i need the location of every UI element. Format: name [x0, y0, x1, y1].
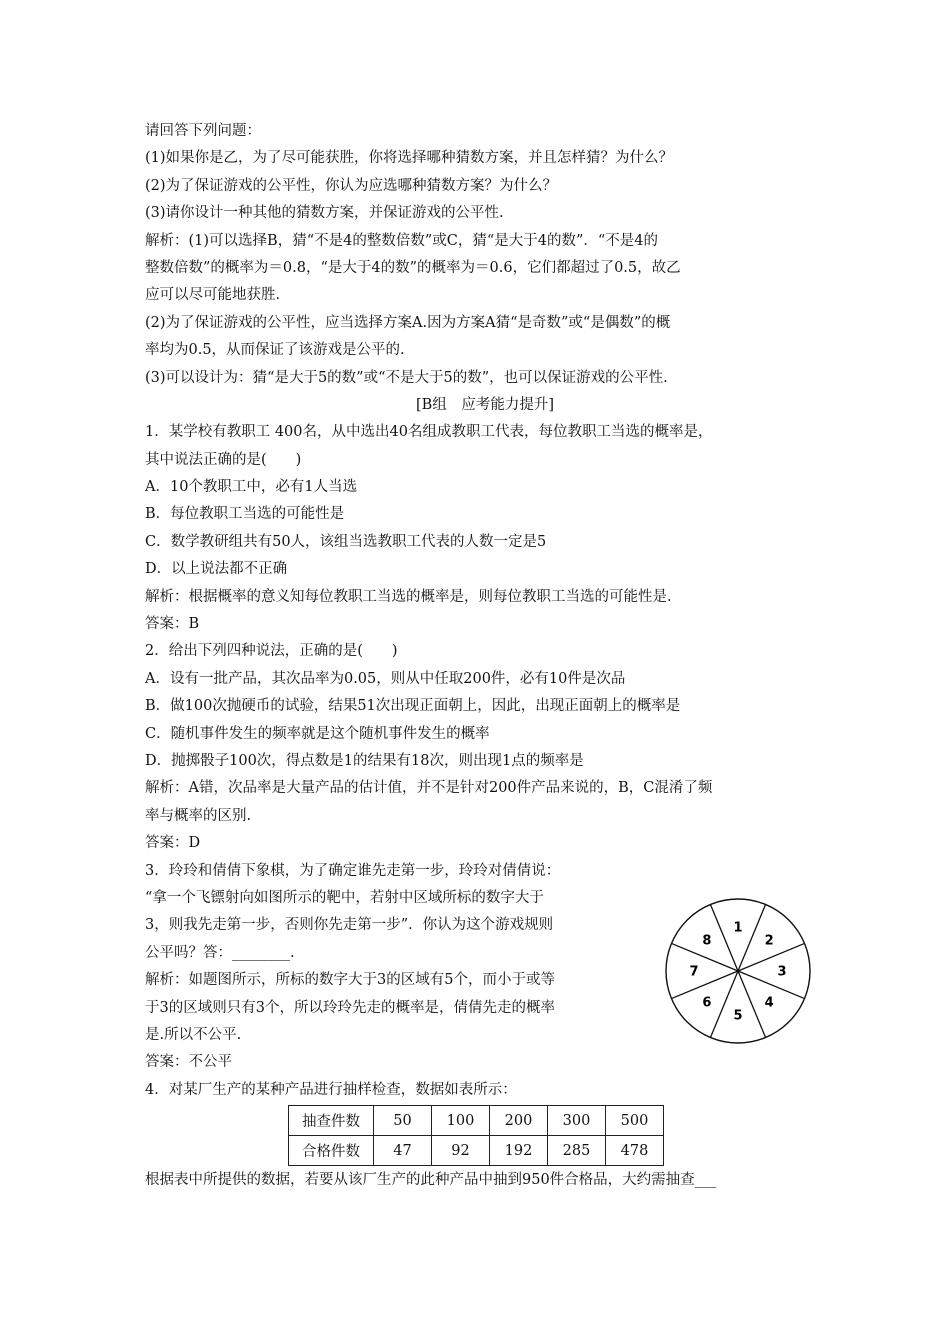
- dartboard-number: 7: [689, 964, 699, 980]
- row-header: 抽查件数: [289, 1106, 374, 1136]
- text-line-12: C．随机事件发生的频率就是这个随机事件发生的概率: [145, 725, 490, 742]
- q3-line-2: “拿一个飞镖射向如图所示的靶中，若射中区域所标的数字大于: [145, 889, 544, 906]
- text-line-14: 解析：A错，次品率是大量产品的估计值，并不是针对200件产品来说的，B，C混淆了频: [145, 780, 713, 797]
- question-4-prompt: 根据表中所提供的数据，若要从该厂生产的此种产品中抽到950件合格品，大约需抽查___: [145, 1172, 717, 1189]
- text-line-4: B．每位教职工当选的可能性是: [145, 506, 345, 523]
- question-4-intro: 4．对某厂生产的某种产品进行抽样检查，数据如表所示：: [145, 1081, 517, 1098]
- table-cell: 47: [374, 1136, 432, 1166]
- q3-line-1: 3．玲玲和倩倩下象棋，为了确定谁先走第一步，玲玲对倩倩说：: [145, 862, 561, 879]
- text-line-6: D．以上说法都不正确: [145, 561, 288, 578]
- text-line-9: 2．给出下列四种说法，正确的是( ): [145, 643, 398, 660]
- sampling-table: [288, 1105, 664, 1166]
- table-cell: 192: [490, 1136, 548, 1166]
- text-line-7: 应可以尽可能地获胜.: [145, 287, 281, 304]
- dartboard-number: 1: [733, 920, 743, 936]
- dartboard-number: 3: [777, 964, 787, 980]
- table-cell: 478: [606, 1136, 664, 1166]
- dartboard-number: 2: [764, 932, 774, 948]
- text-line-2: (1)如果你是乙，为了尽可能获胜，你将选择哪种猜数方案，并且怎样猜？为什么？: [145, 150, 674, 167]
- q3-line-4: 公平吗？答：________.: [145, 944, 295, 961]
- text-line-7: 解析：根据概率的意义知每位教职工当选的概率是，则每位教职工当选的可能性是.: [145, 588, 672, 605]
- text-line-15: 率与概率的区别.: [145, 807, 252, 824]
- text-line-3: A．10个教职工中，必有1人当选: [145, 479, 358, 496]
- table-cell: 92: [432, 1136, 490, 1166]
- q3-line-3: 3，则我先走第一步，否则你先走第一步”．你认为这个游戏规则: [145, 917, 554, 934]
- table-cell: 285: [548, 1136, 606, 1166]
- text-line-10: (3)可以设计为：猜“是大于5的数”或“不是大于5的数”，也可以保证游戏的公平性.: [145, 369, 668, 386]
- text-line-16: 答案：D: [145, 835, 201, 852]
- text-line-2: 其中说法正确的是( ): [145, 451, 302, 468]
- dartboard-figure: [663, 896, 813, 1046]
- document-page: [145, 118, 825, 1194]
- text-line-8: 答案：B: [145, 616, 200, 633]
- text-line-3: (2)为了保证游戏的公平性，你认为应选哪种猜数方案？为什么？: [145, 177, 558, 194]
- part-a-solution: [145, 118, 825, 392]
- section-title: [B组 应考能力提升]: [416, 396, 554, 413]
- q3-line-5: 解析：如题图所示，所标的数字大于3的区域有5个，而小于或等: [145, 972, 555, 989]
- text-line-6: 整数倍数”的概率为＝0.8，“是大于4的数”的概率为＝0.6，它们都超过了0.5，故乙: [145, 259, 681, 276]
- text-line-1: 请回答下列问题：: [145, 123, 261, 139]
- table-cell: 300: [548, 1106, 606, 1136]
- q3-line-7: 是.所以不公平.: [145, 1026, 242, 1043]
- dartboard-number: 4: [764, 995, 774, 1011]
- text-line-11: B．做100次抛硬币的试验，结果51次出现正面朝上，因此，出现正面朝上的概率是: [145, 698, 681, 715]
- text-line-5: 解析：(1)可以选择B，猜“不是4的整数倍数”或C，猜“是大于4的数”．“不是4的: [145, 232, 659, 249]
- text-line-4: (3)请你设计一种其他的猜数方案，并保证游戏的公平性.: [145, 205, 504, 222]
- text-line-5: C．数学教研组共有50人，该组当选教职工代表的人数一定是5: [145, 533, 547, 550]
- table-cell: 500: [606, 1106, 664, 1136]
- table-cell: 200: [490, 1106, 548, 1136]
- questions-1-2: [145, 419, 825, 857]
- table-cell: 50: [374, 1106, 432, 1136]
- row-header: 合格件数: [289, 1136, 374, 1166]
- question-3: [145, 858, 825, 1077]
- q3-line-8: 答案：不公平: [145, 1054, 232, 1071]
- table-row: [289, 1106, 664, 1136]
- dartboard-number: 6: [702, 995, 712, 1011]
- dartboard-number: 8: [702, 932, 712, 948]
- text-line-8: (2)为了保证游戏的公平性，应当选择方案A.因为方案A猜“是奇数”或“是偶数”的概: [145, 314, 671, 331]
- text-line-9: 率均为0.5，从而保证了该游戏是公平的.: [145, 342, 405, 359]
- text-line-13: D．抛掷骰子100次，得点数是1的结果有18次，则出现1点的频率是: [145, 752, 584, 769]
- text-line-1: 1．某学校有教职工 400名，从中选出40名组成教职工代表，每位教职工当选的概率是，: [145, 424, 713, 441]
- dartboard-number: 5: [733, 1008, 743, 1024]
- q3-line-6: 于3的区域则只有3个，所以玲玲先走的概率是，倩倩先走的概率: [145, 999, 555, 1016]
- table-cell: 100: [432, 1106, 490, 1136]
- text-line-10: A．设有一批产品，其次品率为0.05，则从中任取200件，必有10件是次品: [145, 670, 626, 687]
- table-row: [289, 1136, 664, 1166]
